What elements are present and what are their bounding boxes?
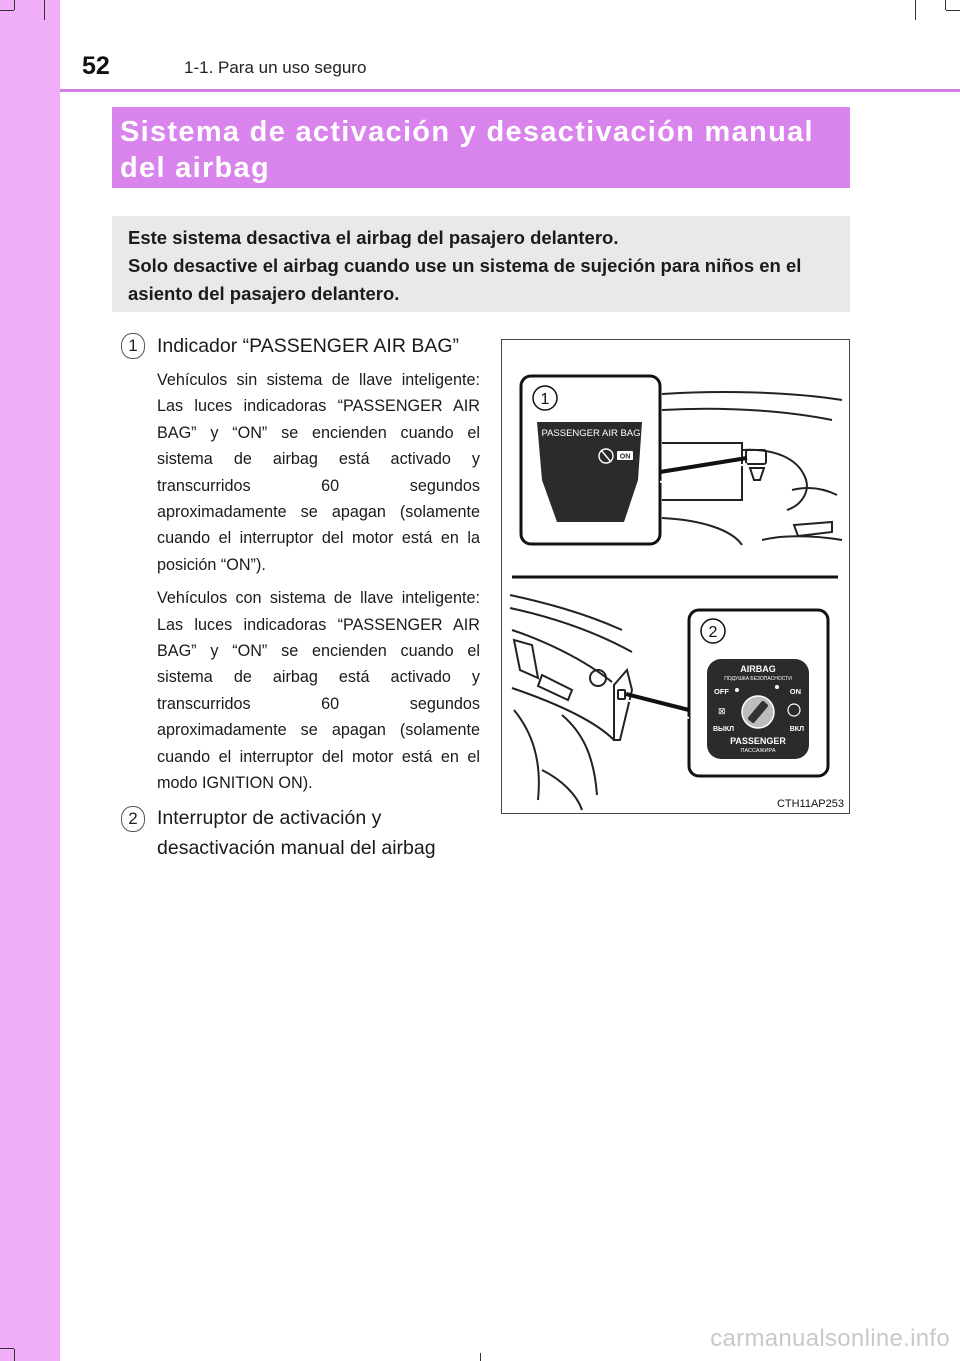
crop-mark: [915, 0, 916, 20]
item-number-1: 1: [121, 333, 145, 359]
section-title: 1-1. Para un uso seguro: [184, 58, 367, 77]
item-heading-1: Indicador “PASSENGER AIR BAG”: [157, 335, 459, 357]
switch-off-label: OFF: [714, 687, 729, 696]
callout-number-1: 1: [540, 391, 550, 408]
footer-watermark: carmanualsonline.info: [710, 1325, 950, 1352]
header-divider: [60, 89, 960, 92]
crop-mark: [14, 1349, 15, 1361]
crop-mark: [0, 1348, 14, 1349]
intro-line-1: Este sistema desactiva el airbag del pasajero delantero.: [128, 227, 619, 248]
side-tab-strip: [0, 0, 60, 1361]
switch-passenger-label: PASSENGER: [730, 736, 786, 746]
intro-box: [112, 216, 850, 312]
indicator-on: ON: [619, 453, 631, 461]
figure-code: CTH11AP253: [776, 798, 844, 810]
switch-on-ru-label: ВКЛ: [789, 726, 804, 733]
switch-passenger-ru-label: ПАССАЖИРА: [740, 748, 776, 754]
crop-mark: [946, 10, 960, 11]
switch-on-label: ON: [789, 687, 801, 696]
intro-line-2: Solo desactive el airbag cuando use un sistema de sujeción para niños en el asiento del pasajero delantero.: [128, 255, 802, 304]
callout-number-2: 2: [708, 624, 718, 641]
item-number-2: 2: [121, 806, 145, 832]
page-title-banner: [112, 107, 850, 188]
crop-mark: [14, 0, 15, 10]
item-1-paragraph-2: Vehículos con sistema de llave inteligente: Las luces indicadoras “PASSENGER AIR BAG” y “ON” se encienden cuando el sistema de airbag está activado y transcurridos 60 segundos aproximadamente se apagan (solamente cuando el interruptor del motor está en el modo IGNITION ON).: [157, 589, 480, 793]
page-number: 52: [82, 52, 110, 80]
crop-mark: [480, 1353, 481, 1361]
item-1-paragraph-1: Vehículos sin sistema de llave inteligente: Las luces indicadoras “PASSENGER AIR BAG” y “ON” se encienden cuando el sistema de airbag está activado y transcurridos 60 segundos aproximadamente se apagan (solamente cuando el interruptor del motor está en la posición “ON”).: [157, 371, 480, 574]
indicator-label: PASSENGER AIR BAG: [541, 428, 641, 439]
child-seat-icon: ⊠: [718, 706, 726, 716]
switch-airbag-label: AIRBAG: [740, 664, 776, 674]
switch-airbag-ru-label: ПОДУШКА БЕЗОПАСНОСТИ: [724, 676, 792, 682]
item-body-1: [157, 367, 480, 804]
switch-off-ru-label: ВЫКЛ: [713, 726, 735, 733]
item-heading-2: Interruptor de activación y desactivación manual del airbag: [157, 807, 436, 859]
crop-mark: [945, 0, 946, 10]
crop-mark: [0, 10, 14, 11]
airbag-illustration: [501, 339, 850, 814]
dashboard-drawing: [502, 340, 849, 813]
crop-mark: [44, 0, 45, 20]
page-title: Sistema de activación y desactivación manual del airbag: [120, 116, 814, 184]
